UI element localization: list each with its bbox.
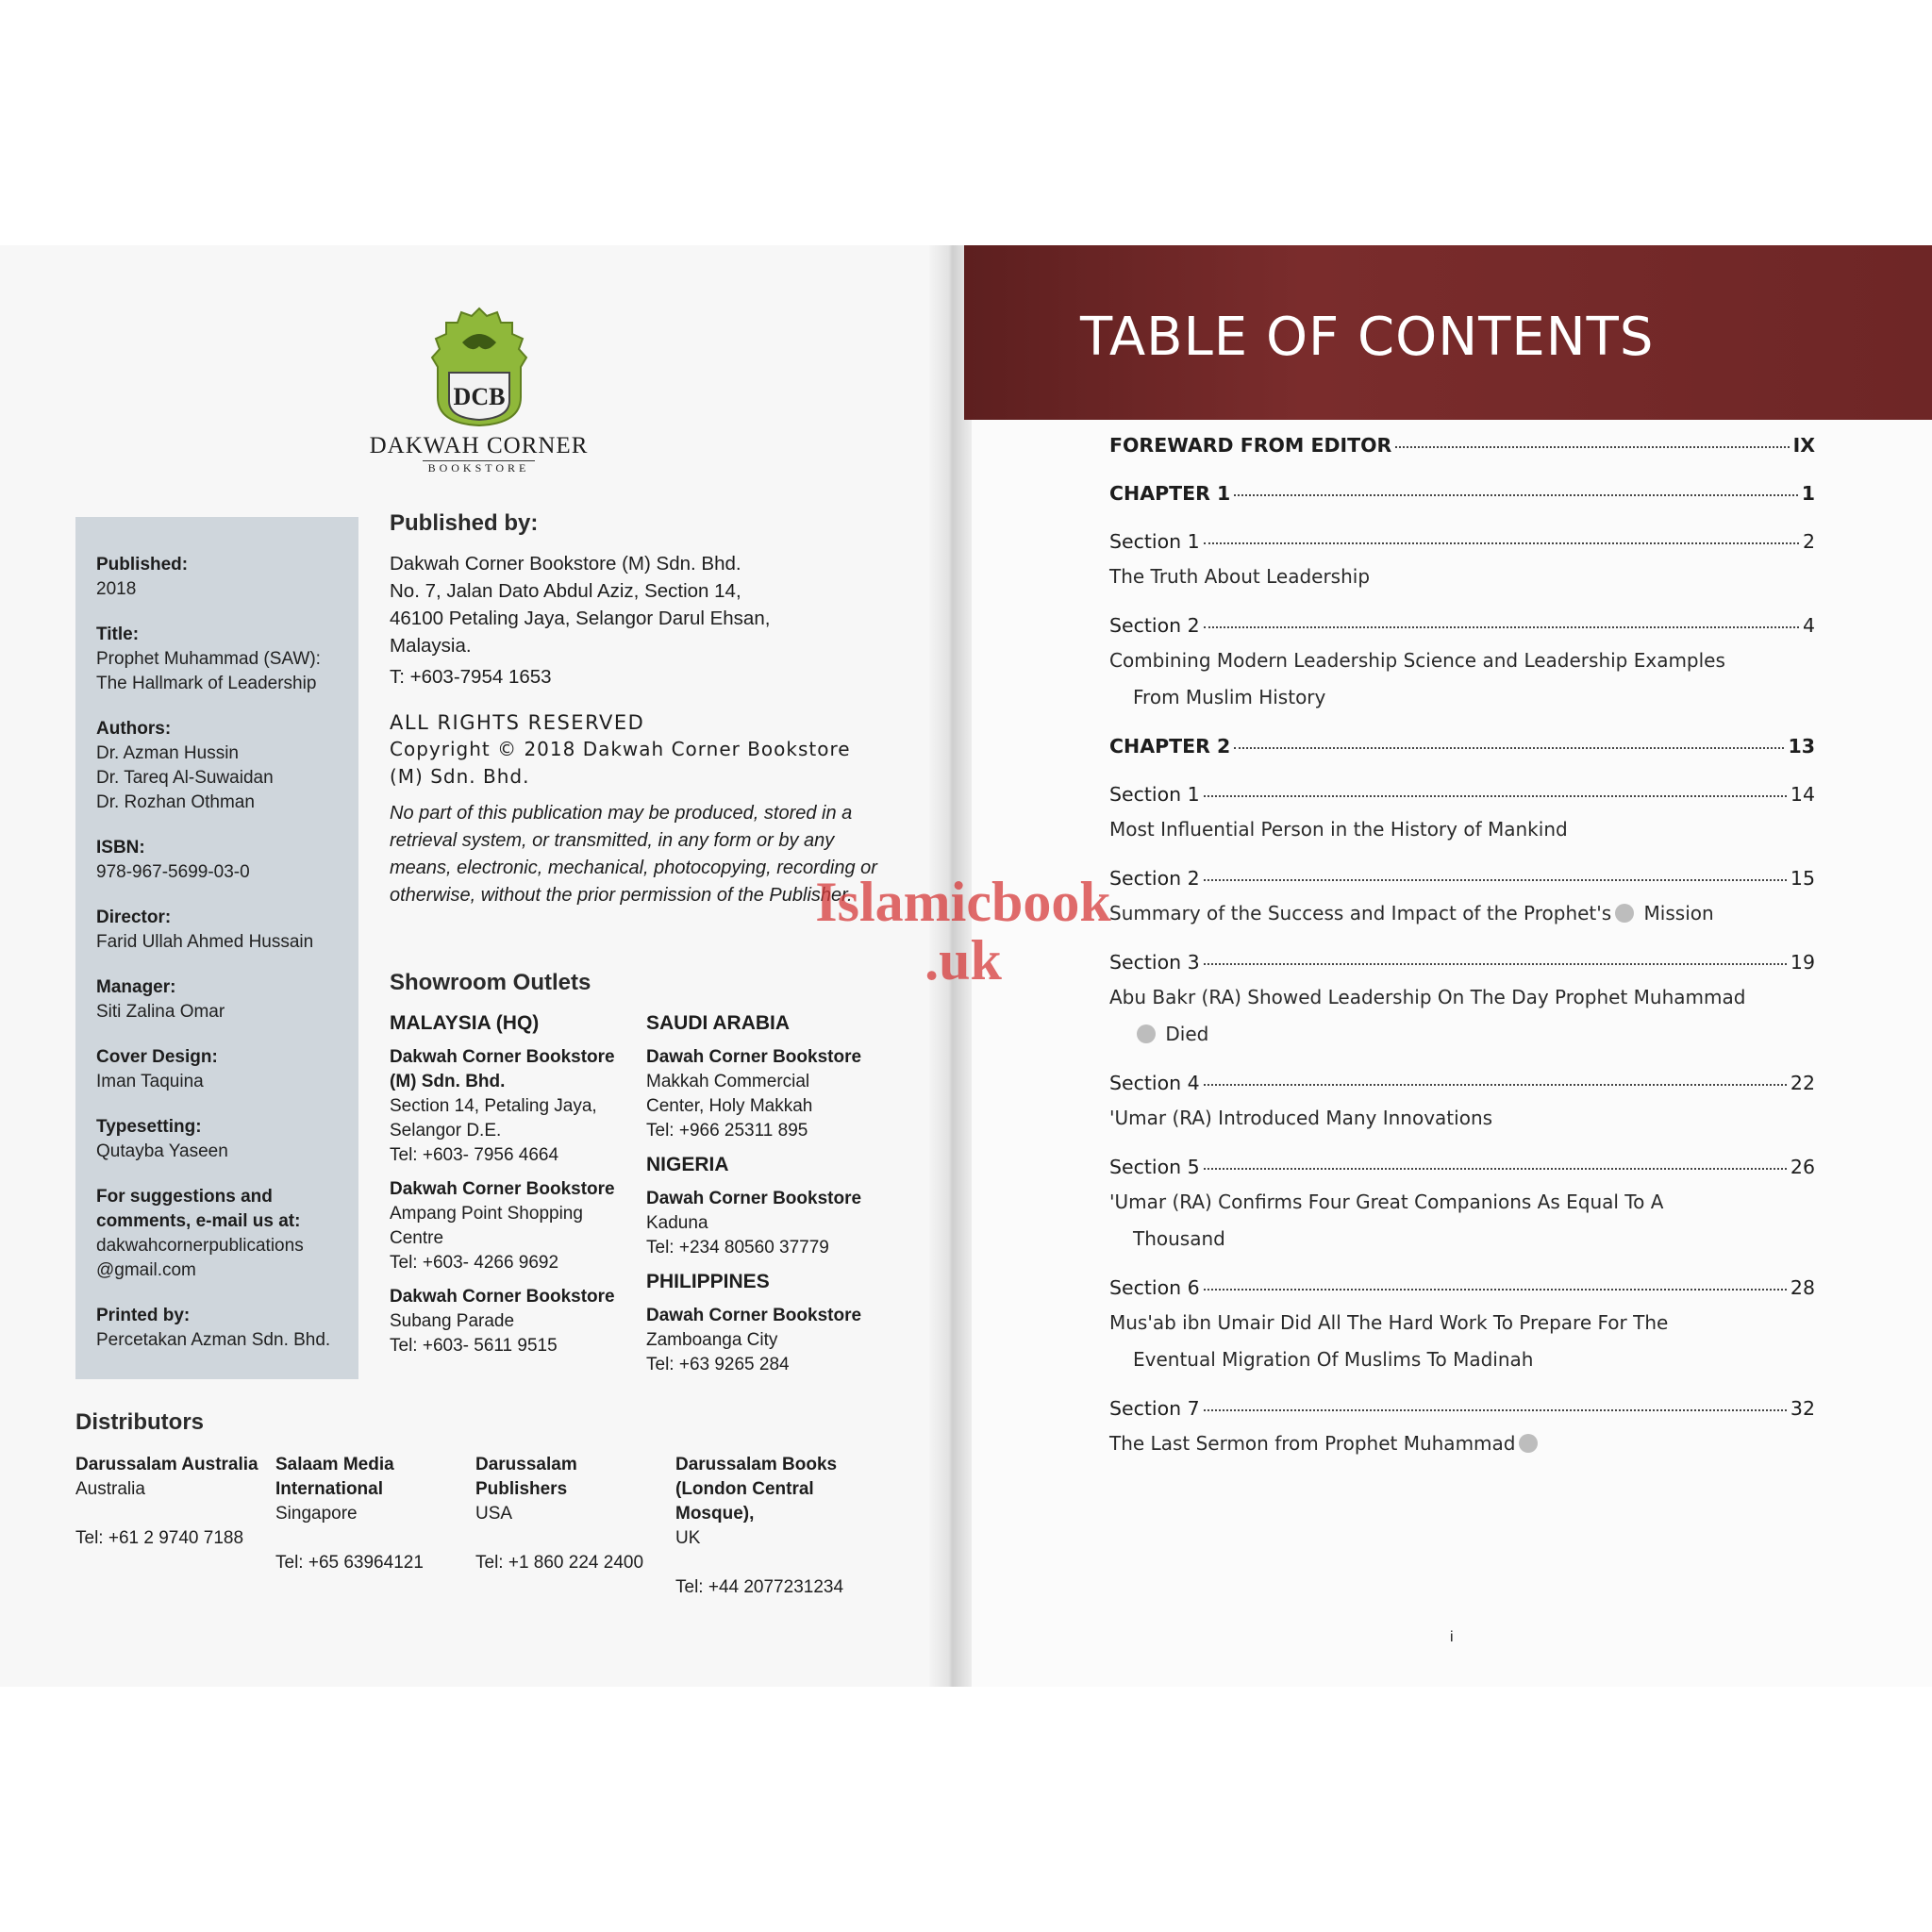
toc-description-line: Died [1109, 1016, 1815, 1053]
toc-page-number: 4 [1802, 614, 1815, 637]
outlet-name: Dakwah Corner Bookstore [390, 1179, 615, 1199]
toc-entry-label: Section 1 [1109, 530, 1200, 553]
toc-page-number: 2 [1802, 530, 1815, 553]
toc-entry-label: Section 1 [1109, 783, 1200, 806]
colophon-label: Title: [96, 625, 140, 644]
toc-description-line: 'Umar (RA) Introduced Many Innovations [1109, 1107, 1493, 1129]
outlet-line: Zamboanga City [646, 1330, 778, 1350]
colophon-value: Prophet Muhammad (SAW): [96, 649, 321, 669]
outlet-name: Dakwah Corner Bookstore [390, 1287, 615, 1307]
colophon-value: Iman Taquina [96, 1072, 204, 1091]
outlet-name: Dawah Corner Bookstore [646, 1306, 862, 1325]
distributor [275, 1453, 474, 1575]
toc-page-number: IX [1792, 434, 1815, 457]
toc-entry-label: Section 6 [1109, 1276, 1200, 1299]
toc-entry-description [1109, 558, 1815, 595]
distributor-place: USA [475, 1504, 513, 1524]
outlet-line: Kaduna [646, 1213, 708, 1233]
toc-entry-label: Section 2 [1109, 867, 1200, 890]
toc-leader-dots [1204, 1289, 1787, 1291]
outlet-country: MALAYSIA (HQ) [390, 1012, 540, 1034]
toc-section-row [1109, 1276, 1815, 1299]
publisher-line: Malaysia. [390, 635, 472, 657]
publisher-line: No. 7, Jalan Dato Abdul Aziz, Section 14, [390, 580, 741, 602]
logo-subtitle: BOOKSTORE [423, 460, 536, 475]
honorific-icon [1519, 1434, 1538, 1453]
outlet-line: Center, Holy Makkah [646, 1096, 813, 1116]
toc-leader-dots [1204, 795, 1787, 797]
svg-text:DCB: DCB [453, 383, 505, 410]
colophon-value: Siti Zalina Omar [96, 1002, 225, 1022]
published-by-heading: Published by: [390, 510, 539, 536]
outlet-line: Tel: +603- 7956 4664 [390, 1145, 559, 1165]
toc-section-row [1109, 1156, 1815, 1178]
toc-leader-dots [1204, 626, 1799, 628]
distributor-tel: Tel: +65 63964121 [275, 1553, 424, 1573]
toc-description-line: 'Umar (RA) Confirms Four Great Companions As Equal To A [1109, 1191, 1664, 1213]
honorific-icon [1137, 1024, 1156, 1043]
toc-page-number: 22 [1790, 1072, 1815, 1094]
toc-description-line: Thousand [1133, 1227, 1225, 1250]
distributor-place: Australia [75, 1479, 145, 1499]
toc-section-row [1109, 1397, 1815, 1420]
distributor-name: Darussalam Publishers [475, 1455, 577, 1499]
distributor [675, 1453, 883, 1600]
toc-description-line: Eventual Migration Of Muslims To Madinah [1133, 1348, 1534, 1371]
colophon-item [96, 1304, 338, 1353]
toc-page-number: 19 [1790, 951, 1815, 974]
colophon-label: Cover Design: [96, 1047, 218, 1067]
colophon-item [96, 1115, 338, 1164]
toc-section-row [1109, 614, 1815, 637]
distributor [75, 1453, 274, 1551]
table-of-contents [1109, 434, 1815, 1462]
distributor [475, 1453, 674, 1575]
colophon-item [96, 623, 338, 696]
toc-section-row [1109, 783, 1815, 806]
toc-leader-dots [1204, 879, 1787, 881]
toc-entry-label: Section 2 [1109, 614, 1200, 637]
toc-entry-label: Section 4 [1109, 1072, 1200, 1094]
toc-leader-dots [1234, 494, 1797, 496]
outlet-line: Tel: +966 25311 895 [646, 1121, 808, 1141]
toc-entry-description [1109, 811, 1815, 848]
colophon-item [96, 906, 338, 955]
colophon-value: 2018 [96, 579, 137, 599]
showroom-heading: Showroom Outlets [390, 970, 591, 995]
outlet-entry [646, 1187, 901, 1260]
publisher-tel: T: +603-7954 1653 [390, 666, 552, 688]
toc-page-number: 15 [1790, 867, 1815, 890]
toc-entry-description [1109, 642, 1815, 716]
distributors-heading: Distributors [75, 1409, 205, 1435]
colophon-item [96, 1045, 338, 1094]
toc-leader-dots [1204, 1409, 1787, 1411]
colophon-item [96, 975, 338, 1024]
toc-title: TABLE OF CONTENTS [1080, 307, 1655, 368]
colophon-value: dakwahcornerpublications [96, 1236, 304, 1256]
colophon-item [96, 1185, 338, 1283]
toc-chapter-row [1109, 482, 1815, 505]
distributor-name: Salaam Media International [275, 1455, 394, 1499]
watermark-line: .uk [924, 929, 1002, 991]
outlet-country: NIGERIA [646, 1154, 729, 1175]
outlet-line: Selangor D.E. [390, 1121, 502, 1141]
outlet-line: Tel: +234 80560 37779 [646, 1238, 829, 1257]
toc-section-row [1109, 867, 1815, 890]
toc-section-row [1109, 951, 1815, 974]
outlet-entry [390, 1285, 644, 1358]
toc-chapter-row [1109, 735, 1815, 758]
publisher-line: 46100 Petaling Jaya, Selangor Darul Ehsan, [390, 608, 771, 629]
toc-description-line: Combining Modern Leadership Science and Leadership Examples [1109, 649, 1725, 672]
toc-section-row [1109, 530, 1815, 553]
colophon-label: Manager: [96, 977, 176, 997]
toc-entry-label: FOREWARD FROM EDITOR [1109, 434, 1392, 457]
distributor-place: UK [675, 1528, 701, 1548]
copyright-line: Copyright © 2018 Dakwah Corner Bookstore (M) Sdn. Bhd. [390, 738, 851, 788]
page-number: i [1450, 1629, 1454, 1645]
publisher-line: Dakwah Corner Bookstore (M) Sdn. Bhd. [390, 553, 741, 575]
colophon-label: For suggestions and comments, e-mail us at: [96, 1187, 301, 1231]
publisher-block [390, 509, 880, 909]
colophon-label: Published: [96, 555, 189, 575]
colophon-value: Farid Ullah Ahmed Hussain [96, 932, 314, 952]
colophon-value: Dr. Rozhan Othman [96, 792, 255, 812]
logo-name: DAKWAH CORNER [369, 433, 589, 458]
outlet-entry [390, 1045, 644, 1168]
toc-page-number: 13 [1788, 735, 1815, 758]
outlet-entry [390, 1177, 644, 1275]
outlet-name: Dakwah Corner Bookstore (M) Sdn. Bhd. [390, 1047, 615, 1091]
toc-entry-description [1109, 1100, 1815, 1137]
toc-leader-dots [1204, 1084, 1787, 1086]
colophon-item [96, 553, 338, 602]
watermark-line: Islamicbook [815, 871, 1111, 933]
outlet-line: Subang Parade [390, 1311, 515, 1331]
toc-page-number: 14 [1790, 783, 1815, 806]
colophon-value: @gmail.com [96, 1260, 196, 1280]
toc-entry-description [1109, 895, 1815, 932]
toc-entry-label: Section 7 [1109, 1397, 1200, 1420]
toc-description-line: Mus'ab ibn Umair Did All The Hard Work To Prepare For The [1109, 1311, 1669, 1334]
outlet-country: SAUDI ARABIA [646, 1012, 791, 1034]
toc-entry-label: Section 5 [1109, 1156, 1200, 1178]
toc-section-row [1109, 1072, 1815, 1094]
outlet-name: Dawah Corner Bookstore [646, 1189, 862, 1208]
distributor-tel: Tel: +61 2 9740 7188 [75, 1528, 244, 1548]
distributor-place: Singapore [275, 1504, 358, 1524]
colophon-label: Authors: [96, 719, 172, 739]
toc-entry-description [1109, 1305, 1815, 1378]
outlet-name: Dawah Corner Bookstore [646, 1047, 862, 1067]
toc-description-line: The Truth About Leadership [1109, 565, 1371, 588]
toc-description-line: Most Influential Person in the History of Mankind [1109, 818, 1568, 841]
toc-leader-dots [1204, 1168, 1787, 1170]
toc-page-number: 28 [1790, 1276, 1815, 1299]
toc-entry-label: CHAPTER 2 [1109, 735, 1231, 758]
colophon-label: Typesetting: [96, 1117, 202, 1137]
toc-entry-description [1109, 1425, 1815, 1462]
outlet-country: PHILIPPINES [646, 1271, 770, 1292]
toc-entry-description [1109, 1184, 1815, 1257]
distributor-tel: Tel: +1 860 224 2400 [475, 1553, 644, 1573]
rights-notice: No part of this publication may be produced, stored in a retrieval system, or transmitted, in any form or by any means, electronic, mechanical, photocopying, recording or otherwise, without the prior permission of the Publisher. [390, 803, 877, 906]
toc-chapter-row [1109, 434, 1815, 457]
colophon-value: Dr. Azman Hussin [96, 743, 239, 763]
toc-leader-dots [1204, 963, 1787, 965]
colophon-label: Director: [96, 908, 172, 927]
outlets-column-2 [646, 1011, 901, 1387]
toc-leader-dots [1395, 446, 1789, 448]
toc-leader-dots [1234, 747, 1784, 749]
colophon-panel [75, 517, 358, 1379]
outlet-line: Centre [390, 1228, 444, 1248]
outlet-line: Section 14, Petaling Jaya, [390, 1096, 597, 1116]
outlet-entry [646, 1045, 901, 1143]
publisher-logo [368, 307, 590, 476]
rights-heading: ALL RIGHTS RESERVED [390, 711, 645, 734]
watermark [798, 873, 1128, 990]
outlet-line: Makkah Commercial [646, 1072, 810, 1091]
distributor-name: Darussalam Australia [75, 1455, 258, 1474]
colophon-value: 978-967-5699-03-0 [96, 862, 250, 882]
colophon-item [96, 717, 338, 815]
toc-entry-label: CHAPTER 1 [1109, 482, 1231, 505]
outlet-line: Tel: +63 9265 284 [646, 1355, 790, 1374]
colophon-value: Qutayba Yaseen [96, 1141, 228, 1161]
honorific-icon [1615, 904, 1634, 923]
outlet-line: Tel: +603- 5611 9515 [390, 1336, 558, 1356]
distributor-tel: Tel: +44 2077231234 [675, 1577, 844, 1597]
toc-leader-dots [1204, 542, 1799, 544]
toc-description-line: Abu Bakr (RA) Showed Leadership On The Day Prophet Muhammad [1109, 986, 1746, 1008]
outlet-line: Ampang Point Shopping [390, 1204, 583, 1224]
outlets-column-1 [390, 1011, 644, 1368]
colophon-value: The Hallmark of Leadership [96, 674, 317, 693]
colophon-value: Dr. Tareq Al-Suwaidan [96, 768, 274, 788]
outlet-line: Tel: +603- 4266 9692 [390, 1253, 559, 1273]
toc-page-number: 26 [1790, 1156, 1815, 1178]
outlet-entry [646, 1304, 901, 1377]
toc-page-number: 1 [1801, 482, 1815, 505]
colophon-value: Percetakan Azman Sdn. Bhd. [96, 1330, 331, 1350]
colophon-label: Printed by: [96, 1306, 191, 1325]
toc-description-line: Summary of the Success and Impact of the Prophet's Mission [1109, 902, 1714, 924]
toc-page-number: 32 [1790, 1397, 1815, 1420]
toc-description-line: From Muslim History [1133, 686, 1326, 708]
colophon-item [96, 836, 338, 885]
colophon-label: ISBN: [96, 838, 145, 858]
toc-entry-label: Section 3 [1109, 951, 1200, 974]
toc-entry-description [1109, 979, 1815, 1053]
distributor-name: Darussalam Books (London Central Mosque), [675, 1455, 838, 1524]
logo-badge-icon [428, 307, 530, 427]
toc-description-line: The Last Sermon from Prophet Muhammad [1109, 1425, 1815, 1462]
